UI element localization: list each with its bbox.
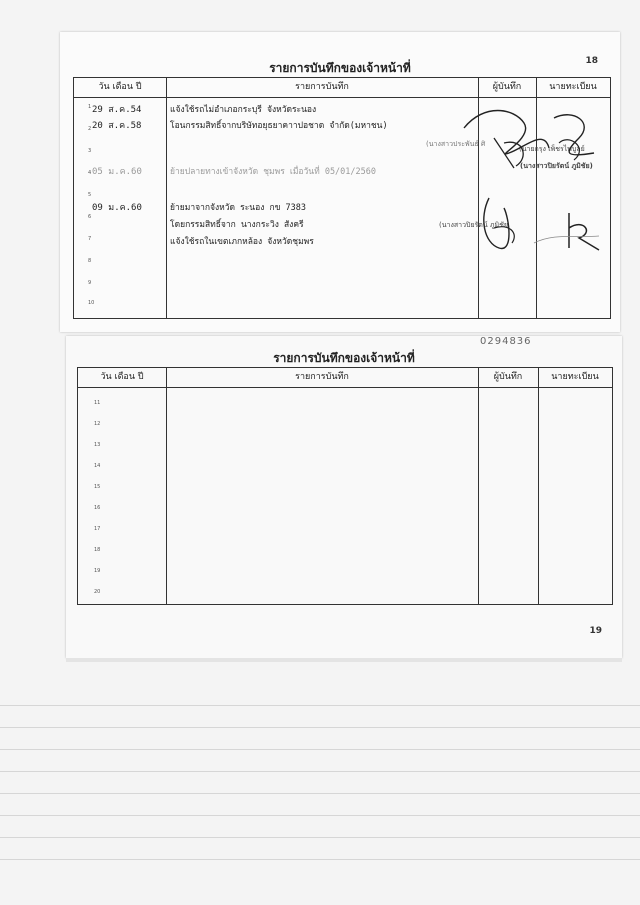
- page-edge-shadow: [66, 658, 622, 662]
- row-number: 20: [94, 589, 101, 595]
- entry-text: แจ้งใช้รถไม่อำเภอกระบุรี จังหวัดระนอง: [170, 105, 317, 115]
- entry-date: 29 ส.ค.54: [92, 105, 142, 115]
- entry-text: ย้ายมาจากจังหวัด ระนอง กข 7383: [170, 203, 307, 213]
- header-recorder: ผู้บันทึก: [492, 82, 522, 92]
- row-number: 8: [88, 258, 92, 264]
- page-number: 19: [589, 626, 602, 636]
- row-number: 6: [88, 214, 92, 220]
- entry-text: โอนกรรมสิทธิ์จากบริษัทอยุธยาคาาปอชาด จำกัด(มหาชน): [170, 121, 388, 131]
- row-number: 9: [88, 280, 92, 286]
- row-number: 12: [94, 421, 101, 427]
- row-number: 4: [88, 170, 92, 176]
- entry-text: โดยกรรมสิทธิ์จาก นางกระวิง สังครี: [170, 220, 304, 230]
- header-date: วัน เดือน ปี: [98, 82, 142, 92]
- page-title: รายการบันทึกของเจ้าหน้าที่: [273, 351, 415, 365]
- record-table: [77, 367, 613, 605]
- page-title: รายการบันทึกของเจ้าหน้าที่: [269, 61, 411, 75]
- row-number: 15: [94, 484, 101, 490]
- entry-text: ย้ายปลายทางเข้าจังหวัด ชุมพร เมื่อวันที่ 05/01/2560: [170, 167, 377, 177]
- header-entry: รายการบันทึก: [295, 372, 349, 382]
- row-number: 13: [94, 442, 101, 448]
- entry-date: 20 ส.ค.58: [92, 121, 142, 131]
- row-number: 3: [88, 148, 92, 154]
- record-table: [73, 77, 611, 319]
- row-number: 11: [94, 400, 101, 406]
- page-number: 18: [585, 56, 598, 66]
- header-registrar: นายทะเบียน: [551, 372, 599, 382]
- signature-note: (นางสาวประพันธ์ ศิ: [426, 140, 486, 148]
- row-number: 16: [94, 505, 101, 511]
- entry-text: แจ้งใช้รถในเขตเภกหล้อง จังหวัดชุมพร: [170, 237, 314, 247]
- signature-scribble: [454, 98, 604, 178]
- entry-date: 09 ม.ค.60: [92, 203, 142, 213]
- column-divider: [166, 368, 167, 604]
- column-divider: [166, 78, 167, 318]
- row-number: 14: [94, 463, 101, 469]
- row-number: 10: [88, 300, 95, 306]
- signature-note: (นายกรุง เพ็ชรไพบูลย์: [519, 145, 585, 153]
- row-number: 1: [88, 104, 92, 110]
- row-number: 2: [88, 126, 92, 132]
- header-entry: รายการบันทึก: [295, 82, 349, 92]
- row-number: 5: [88, 192, 92, 198]
- header-registrar: นายทะเบียน: [549, 82, 597, 92]
- header-date: วัน เดือน ปี: [100, 372, 144, 382]
- row-number: 7: [88, 236, 92, 242]
- signature-note: (นางสาวปิยรัตน์ ภูมิชัย): [520, 162, 593, 170]
- row-number: 19: [94, 568, 101, 574]
- serial-number: 0294836: [480, 336, 532, 347]
- row-number: 17: [94, 526, 101, 532]
- signature-scribble: [474, 188, 604, 263]
- header-recorder: ผู้บันทึก: [493, 372, 523, 382]
- header-divider: [78, 387, 612, 388]
- column-divider: [478, 368, 479, 604]
- column-divider: [538, 368, 539, 604]
- row-number: 18: [94, 547, 101, 553]
- bottom-register-page: [66, 336, 622, 658]
- signature-note: (นางสาวปิยรัตน์ ภูมิชัย: [439, 221, 508, 229]
- entry-date: 05 ม.ค.60: [92, 167, 142, 177]
- top-register-page: [60, 32, 620, 332]
